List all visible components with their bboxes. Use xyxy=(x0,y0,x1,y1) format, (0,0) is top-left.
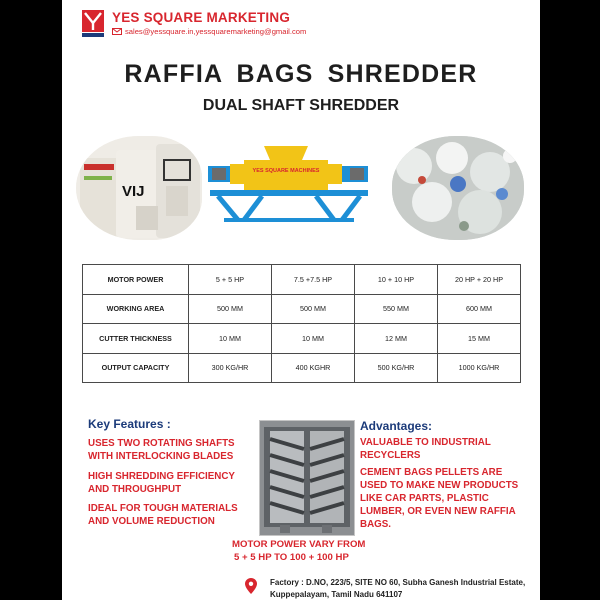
table-row-output-capacity xyxy=(83,353,521,383)
table-cell: 15 MM xyxy=(438,324,521,354)
table-cell: 20 HP + 20 HP xyxy=(438,265,521,295)
factory-address-line1: Factory : D.NO, 223/5, SITE NO 60, Subha Ganesh Industrial Estate, xyxy=(270,578,526,587)
spec-table xyxy=(82,264,521,383)
motor-power-note-line2: 5 + 5 HP TO 100 + 100 HP xyxy=(234,552,349,563)
table-cell: 500 MM xyxy=(189,294,272,324)
advantage-item: VALUABLE TO INDUSTRIAL RECYCLERS xyxy=(360,437,491,461)
company-logo xyxy=(82,10,104,38)
table-cell: 5 + 5 HP xyxy=(189,265,272,295)
table-cell: 10 + 10 HP xyxy=(355,265,438,295)
table-row-cutter-thickness xyxy=(83,324,521,354)
key-features-heading: Key Features : xyxy=(88,417,171,431)
table-cell: 10 MM xyxy=(189,324,272,354)
bag-brand-text: VIJ xyxy=(122,183,145,200)
table-cell: 400 KGHR xyxy=(272,353,355,383)
cutting-shafts-photo xyxy=(259,420,355,536)
table-cell: 1000 KG/HR xyxy=(438,353,521,383)
row-label: MOTOR POWER xyxy=(83,265,189,295)
shredded-waste-photo xyxy=(392,136,524,240)
factory-address-line2: Kuppepalayam, Tamil Nadu 641107 xyxy=(270,590,403,599)
table-row-working-area xyxy=(83,294,521,324)
motor-power-note-line1: MOTOR POWER VARY FROM xyxy=(232,539,366,550)
table-row-motor-power xyxy=(83,265,521,295)
page-subtitle: DUAL SHAFT SHREDDER xyxy=(202,97,400,114)
feature-item: IDEAL FOR TOUGH MATERIALS AND VOLUME REDUCTION xyxy=(88,503,238,527)
row-label: CUTTER THICKNESS xyxy=(83,324,189,354)
email-row xyxy=(112,27,306,36)
feature-item: HIGH SHREDDING EFFICIENCY AND THROUGHPUT xyxy=(88,471,235,495)
mail-icon xyxy=(112,28,122,35)
advantage-item: CEMENT BAGS PELLETS ARE USED TO MAKE NEW PRODUCTS LIKE CAR PARTS, PLASTIC LUMBER, OR EVEN NEW RAFFIA BAGS. xyxy=(360,467,519,530)
email-text[interactable]: sales@yessquare.in,yessquaremarketing@gmail.com xyxy=(125,27,307,36)
table-cell: 7.5 +7.5 HP xyxy=(272,265,355,295)
shredder-machine-photo xyxy=(204,142,374,224)
table-cell: 10 MM xyxy=(272,324,355,354)
location-pin-icon xyxy=(245,578,257,594)
table-cell: 500 KG/HR xyxy=(355,353,438,383)
advantages-heading: Advantages: xyxy=(360,419,433,433)
brand-name: YES SQUARE MARKETING xyxy=(112,10,291,25)
table-cell: 600 MM xyxy=(438,294,521,324)
table-cell: 300 KG/HR xyxy=(189,353,272,383)
page-title: RAFFIA BAGS SHREDDER xyxy=(124,60,478,88)
feature-item: USES TWO ROTATING SHAFTS WITH INTERLOCKING BLADES xyxy=(88,438,235,462)
table-cell: 500 MM xyxy=(272,294,355,324)
flyer-page xyxy=(62,0,540,600)
table-cell: 550 MM xyxy=(355,294,438,324)
row-label: OUTPUT CAPACITY xyxy=(83,353,189,383)
machine-label-text: YES SQUARE MACHINES xyxy=(252,168,320,174)
raffia-bags-photo xyxy=(76,136,202,240)
row-label: WORKING AREA xyxy=(83,294,189,324)
table-cell: 12 MM xyxy=(355,324,438,354)
